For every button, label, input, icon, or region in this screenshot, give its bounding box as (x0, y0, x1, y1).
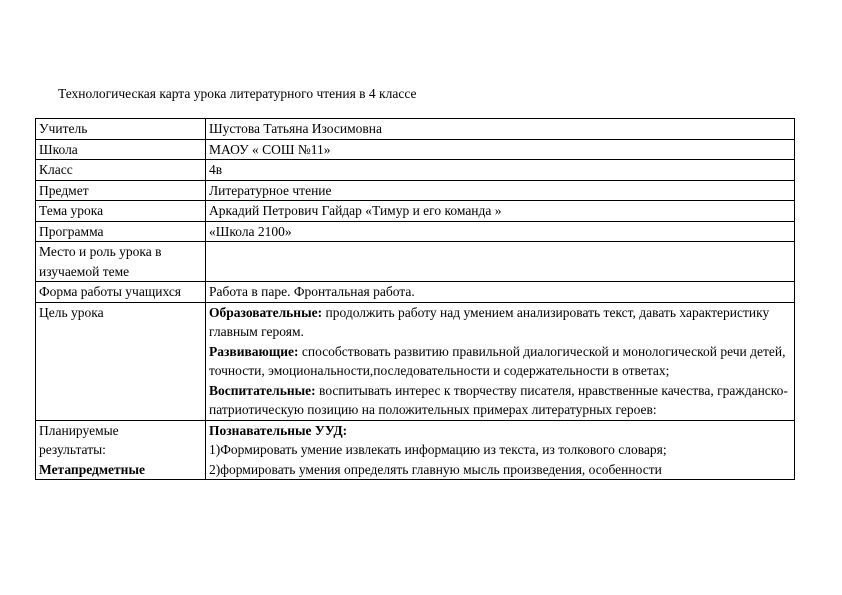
goal-upbringing-text: воспитывать интерес к творчеству писателя, нравственные качества, гражданско-патриотическую позицию на положительных примерах литературных героев: (209, 382, 788, 417)
row-value-topic: Аркадий Петрович Гайдар «Тимур и его команда » (206, 201, 795, 222)
row-label-lesson-role: Место и роль урока в изучаемой теме (36, 242, 206, 282)
row-label-planned-results (36, 420, 206, 480)
row-value-class: 4в (206, 160, 795, 181)
goal-upbringing-heading: Воспитательные: (209, 382, 316, 398)
row-value-teacher: Шустова Татьяна Изосимовна (206, 119, 795, 140)
table-row (36, 242, 795, 282)
row-value-school: МАОУ « СОШ №11» (206, 139, 795, 160)
results-label-metasubject: Метапредметные (39, 461, 145, 477)
row-value-planned-results (206, 420, 795, 480)
table-row (36, 282, 795, 303)
row-label-teacher: Учитель (36, 119, 206, 140)
results-label-line1: Планируемые (39, 422, 119, 438)
table-row (36, 221, 795, 242)
row-value-program: «Школа 2100» (206, 221, 795, 242)
lesson-info-table (35, 118, 795, 480)
row-value-work-form: Работа в паре. Фронтальная работа. (206, 282, 795, 303)
table-row (36, 201, 795, 222)
goal-educational-text: продолжить работу над умением анализировать текст, давать характеристику главным героям. (209, 304, 770, 339)
goal-educational-heading: Образовательные: (209, 304, 323, 320)
row-label-subject: Предмет (36, 180, 206, 201)
row-label-topic: Тема урока (36, 201, 206, 222)
table-row (36, 139, 795, 160)
table-row (36, 119, 795, 140)
row-label-school: Школа (36, 139, 206, 160)
results-cognitive-heading: Познавательные УУД: (209, 422, 348, 438)
results-label-line2: результаты: (39, 442, 106, 457)
row-value-goal (206, 302, 795, 420)
row-label-goal: Цель урока (36, 302, 206, 420)
table-row (36, 420, 795, 480)
row-label-work-form: Форма работы учащихся (36, 282, 206, 303)
row-label-program: Программа (36, 221, 206, 242)
row-label-class: Класс (36, 160, 206, 181)
document-title: Технологическая карта урока литературного чтения в 4 классе (58, 86, 417, 101)
goal-developing-heading: Развивающие: (209, 343, 299, 359)
table-row (36, 160, 795, 181)
row-value-subject: Литературное чтение (206, 180, 795, 201)
results-item-1: 1)Формировать умение извлекать информацию из текста, из толкового словаря; (209, 442, 667, 457)
results-item-2: 2)формировать умения определять главную мысль произведения, особенности (209, 461, 662, 477)
goal-developing-text: способствовать развитию правильной диалогической и монологической речи детей, точности, эмоциональности,последовательности и содержательности в ответах; (209, 343, 786, 378)
table-row (36, 180, 795, 201)
row-value-lesson-role (206, 242, 795, 282)
table-row (36, 302, 795, 420)
